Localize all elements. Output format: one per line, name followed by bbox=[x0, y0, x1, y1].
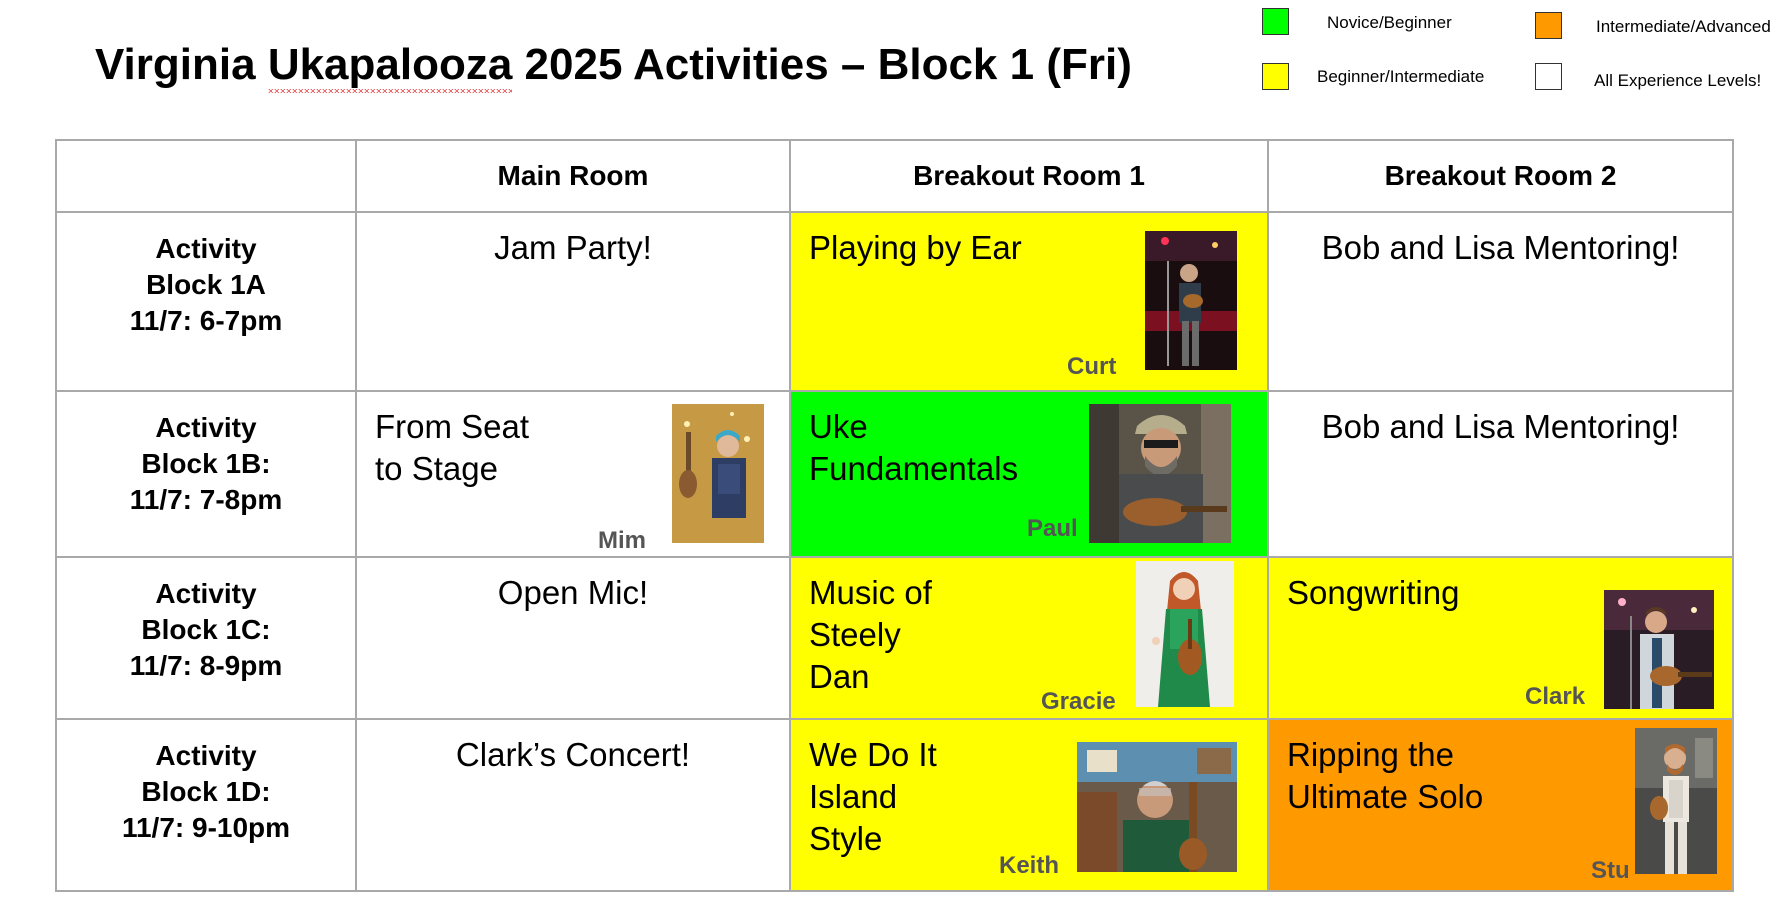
activity-cell bbox=[356, 719, 790, 891]
row-header-line: 11/7: 7-8pm bbox=[129, 484, 283, 515]
column-header-empty bbox=[56, 140, 356, 212]
schedule-table bbox=[55, 139, 1734, 892]
legend-label-all-levels: All Experience Levels! bbox=[1594, 71, 1762, 90]
activity-title bbox=[809, 572, 932, 698]
activity-title: Jam Party! bbox=[494, 229, 652, 266]
presenter-photo-stu bbox=[1635, 728, 1717, 874]
row-header-line: Activity bbox=[155, 740, 257, 771]
activity-title bbox=[809, 406, 1018, 490]
activity-cell bbox=[790, 557, 1268, 719]
activity-title-line: We Do It bbox=[809, 736, 937, 773]
row-header-block-1d bbox=[56, 719, 356, 891]
legend-swatch-beginner-intermediate bbox=[1262, 63, 1289, 90]
presenter-name: Keith bbox=[999, 852, 1059, 879]
presenter-photo-curt bbox=[1145, 231, 1237, 370]
legend-label-intermediate-advanced: Intermediate/Advanced bbox=[1596, 17, 1771, 36]
activity-title bbox=[809, 734, 937, 860]
presenter-photo-mim bbox=[672, 404, 764, 543]
activity-title: Playing by Ear bbox=[809, 229, 1022, 266]
column-header-main-room: Main Room bbox=[356, 140, 790, 212]
activity-title-line: Ripping the bbox=[1287, 736, 1454, 773]
presenter-name: Clark bbox=[1525, 683, 1586, 710]
table-row bbox=[56, 557, 1733, 719]
activity-cell bbox=[790, 212, 1268, 391]
presenter-photo-paul bbox=[1089, 404, 1231, 543]
activity-cell bbox=[1268, 557, 1733, 719]
presenter-photo-keith bbox=[1077, 742, 1237, 872]
activity-cell bbox=[790, 719, 1268, 891]
activity-title-line: to Stage bbox=[375, 450, 498, 487]
activity-title: Songwriting bbox=[1287, 574, 1460, 611]
title-part: Virginia bbox=[95, 40, 268, 89]
presenter-name: Curt bbox=[1067, 353, 1117, 380]
presenter-photo-gracie bbox=[1136, 561, 1234, 707]
page-title bbox=[95, 40, 1132, 90]
activity-title-line: Uke bbox=[809, 408, 868, 445]
row-header-line: Block 1A bbox=[146, 269, 266, 300]
row-header-line: Block 1C: bbox=[141, 614, 271, 645]
activity-title: Bob and Lisa Mentoring! bbox=[1321, 408, 1680, 445]
header-row bbox=[56, 140, 1733, 212]
legend-label-novice: Novice/Beginner bbox=[1327, 13, 1452, 32]
row-header-line: 11/7: 8-9pm bbox=[129, 650, 283, 681]
activity-title bbox=[375, 406, 529, 490]
activity-title: Open Mic! bbox=[497, 574, 649, 611]
column-header-breakout-room-2: Breakout Room 2 bbox=[1268, 140, 1733, 212]
activity-cell bbox=[1268, 391, 1733, 557]
row-header-line: Activity bbox=[155, 578, 257, 609]
activity-cell bbox=[1268, 212, 1733, 391]
title-part-spellcheck: Ukapalooza bbox=[268, 40, 513, 93]
activity-title-line: Fundamentals bbox=[809, 450, 1019, 487]
row-header-line: Block 1D: bbox=[141, 776, 271, 807]
row-header-block-1b bbox=[56, 391, 356, 557]
legend-swatch-novice bbox=[1262, 8, 1289, 35]
activity-title-line: From Seat bbox=[375, 408, 530, 445]
activity-title: Clark’s Concert! bbox=[455, 736, 691, 773]
row-header-line: 11/7: 9-10pm bbox=[121, 812, 291, 843]
presenter-name: Mim bbox=[598, 527, 646, 554]
presenter-name: Paul bbox=[1027, 515, 1078, 542]
presenter-photo-clark bbox=[1604, 590, 1714, 709]
column-header-breakout-room-1: Breakout Room 1 bbox=[790, 140, 1268, 212]
activity-title: Bob and Lisa Mentoring! bbox=[1321, 229, 1680, 266]
row-header-line: Activity bbox=[155, 233, 257, 264]
presenter-name: Stu bbox=[1591, 857, 1630, 884]
activity-cell bbox=[790, 391, 1268, 557]
row-header-line: Activity bbox=[155, 412, 257, 443]
activity-title-line: Dan bbox=[809, 658, 870, 695]
legend-swatch-intermediate-advanced bbox=[1535, 12, 1562, 39]
row-header-block-1c bbox=[56, 557, 356, 719]
presenter-name: Gracie bbox=[1041, 688, 1116, 715]
activity-cell bbox=[356, 391, 790, 557]
row-header-line: Block 1B: bbox=[141, 448, 271, 479]
row-header-line: 11/7: 6-7pm bbox=[129, 305, 283, 336]
legend-label-beginner-intermediate: Beginner/Intermediate bbox=[1317, 67, 1485, 86]
activity-title-line: Steely bbox=[809, 616, 901, 653]
activity-title-line: Island bbox=[809, 778, 898, 815]
activity-title bbox=[1287, 734, 1483, 818]
table-row bbox=[56, 212, 1733, 391]
activity-title-line: Ultimate Solo bbox=[1287, 778, 1484, 815]
title-part: 2025 Activities – Block 1 (Fri) bbox=[512, 40, 1132, 89]
row-header-block-1a bbox=[56, 212, 356, 391]
activity-title-line: Music of bbox=[809, 574, 932, 611]
activity-cell bbox=[356, 557, 790, 719]
table-row bbox=[56, 719, 1733, 891]
activity-title-line: Style bbox=[809, 820, 883, 857]
activity-cell bbox=[356, 212, 790, 391]
table-row bbox=[56, 391, 1733, 557]
legend-swatch-all-levels bbox=[1535, 63, 1562, 90]
activity-cell bbox=[1268, 719, 1733, 891]
